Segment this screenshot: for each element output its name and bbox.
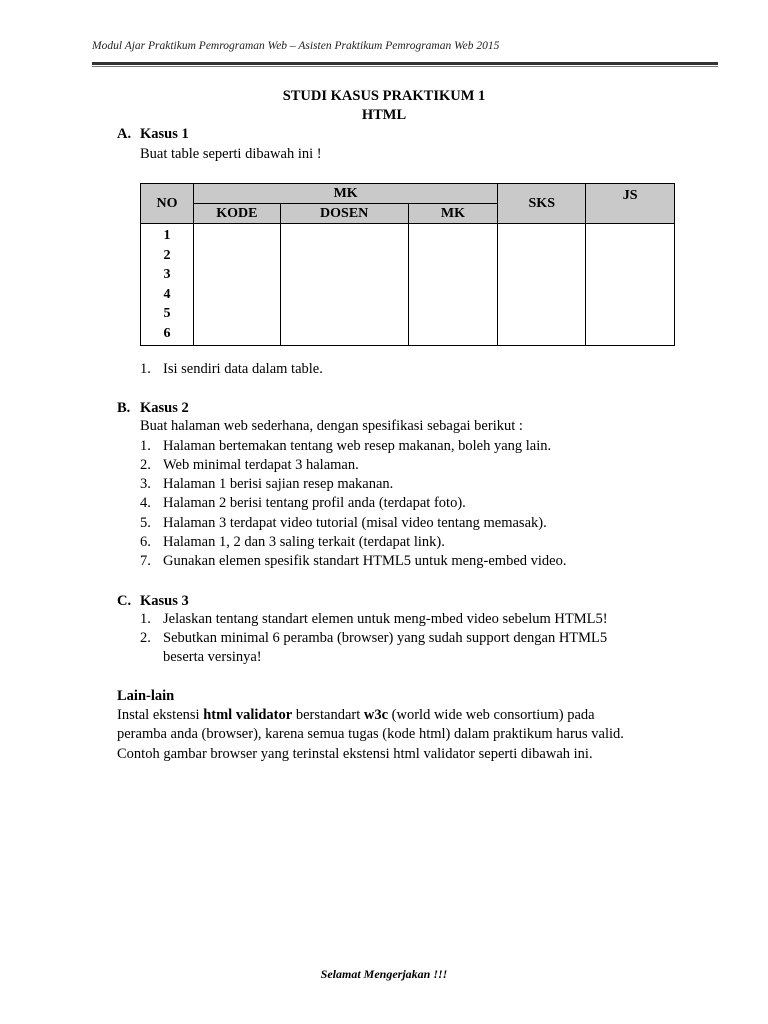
list-item: Gunakan elemen spesifik standart HTML5 untuk meng-embed video. [163,553,567,569]
js-cell [586,224,675,346]
section-marker: C. [117,593,132,609]
list-item: Halaman 2 berisi tentang profil anda (terdapat foto). [163,495,466,511]
list-item: Halaman 3 terdapat video tutorial (misal video tentang memasak). [163,515,547,531]
kasus1-instruction: Buat table seperti dibawah ini ! [140,146,322,162]
section-title: Kasus 3 [140,593,189,609]
list-number: 4. [140,495,151,511]
kasus2-heading [117,400,189,417]
row-number: 1 [163,228,171,243]
lainlain-line-1 [117,707,595,724]
lainlain-heading: Lain-lain [117,688,175,704]
row-number: 6 [163,325,171,341]
list-number: 2. [140,457,151,473]
header-rule [92,62,718,65]
row-number: 5 [163,306,171,321]
kasus1-heading [117,126,189,143]
list-number: 5. [140,515,151,531]
text-run: (world wide web consortium) pada [388,707,595,723]
list-number: 1. [140,611,151,627]
section-title: Kasus 2 [140,400,189,416]
row-number: 2 [163,247,171,263]
note-number: 1. [140,361,151,377]
page-footer: Selamat Mengerjakan !!! [320,967,448,981]
row-number: 4 [163,286,171,302]
kasus3-heading [117,593,189,610]
list-item-continuation: beserta versinya! [163,649,262,665]
document-title: STUDI KASUS PRAKTIKUM 1 [282,88,486,104]
mk-cell [408,224,498,346]
document-subtitle: HTML [361,107,407,123]
list-number: 1. [140,438,151,454]
course-table [140,183,675,346]
col-header-mk-group: MK [193,184,497,204]
section-title: Kasus 1 [140,126,189,142]
col-header-dosen: DOSEN [280,204,408,224]
section-marker: A. [117,126,132,142]
list-item: Halaman bertemakan tentang web resep makanan, boleh yang lain. [163,438,552,454]
col-header-sks: SKS [498,184,586,224]
section-marker: B. [117,400,131,416]
row-numbers-cell [141,224,194,346]
list-item: Halaman 1 berisi sajian resep makanan. [163,476,394,492]
col-header-js: JS [586,184,675,224]
row-number: 3 [163,267,171,282]
lainlain-line-2: peramba anda (browser), karena semua tugas (kode html) dalam praktikum harus valid. [117,726,624,742]
col-header-mk: MK [408,204,498,224]
table-row [141,224,675,346]
list-item: Web minimal terdapat 3 halaman. [163,457,359,473]
dosen-cell [280,224,408,346]
list-item: Halaman 1, 2 dan 3 saling terkait (terdapat link). [163,534,445,550]
col-header-no: NO [141,184,194,224]
col-header-kode: KODE [193,204,280,224]
lainlain-line-3: Contoh gambar browser yang terinstal ekstensi html validator seperti dibawah ini. [117,746,593,762]
text-run-bold: w3c [363,707,389,723]
text-run-bold: html validator [203,707,293,723]
kode-cell [193,224,280,346]
header-rule-thin [92,66,718,67]
list-item: Jelaskan tentang standart elemen untuk meng-mbed video sebelum HTML5! [163,611,608,627]
list-number: 2. [140,630,151,646]
note-text: Isi sendiri data dalam table. [163,361,323,377]
text-run: Instal ekstensi [117,707,204,723]
list-number: 7. [140,553,151,569]
kasus2-intro: Buat halaman web sederhana, dengan spesifikasi sebagai berikut : [140,418,523,434]
list-number: 6. [140,534,151,550]
list-number: 3. [140,476,151,492]
page-header: Modul Ajar Praktikum Pemrograman Web – Asisten Praktikum Pemrograman Web 2015 [92,40,500,52]
list-item: Sebutkan minimal 6 peramba (browser) yang sudah support dengan HTML5 [163,630,608,646]
text-run: berstandart [292,707,364,723]
sks-cell [498,224,586,346]
